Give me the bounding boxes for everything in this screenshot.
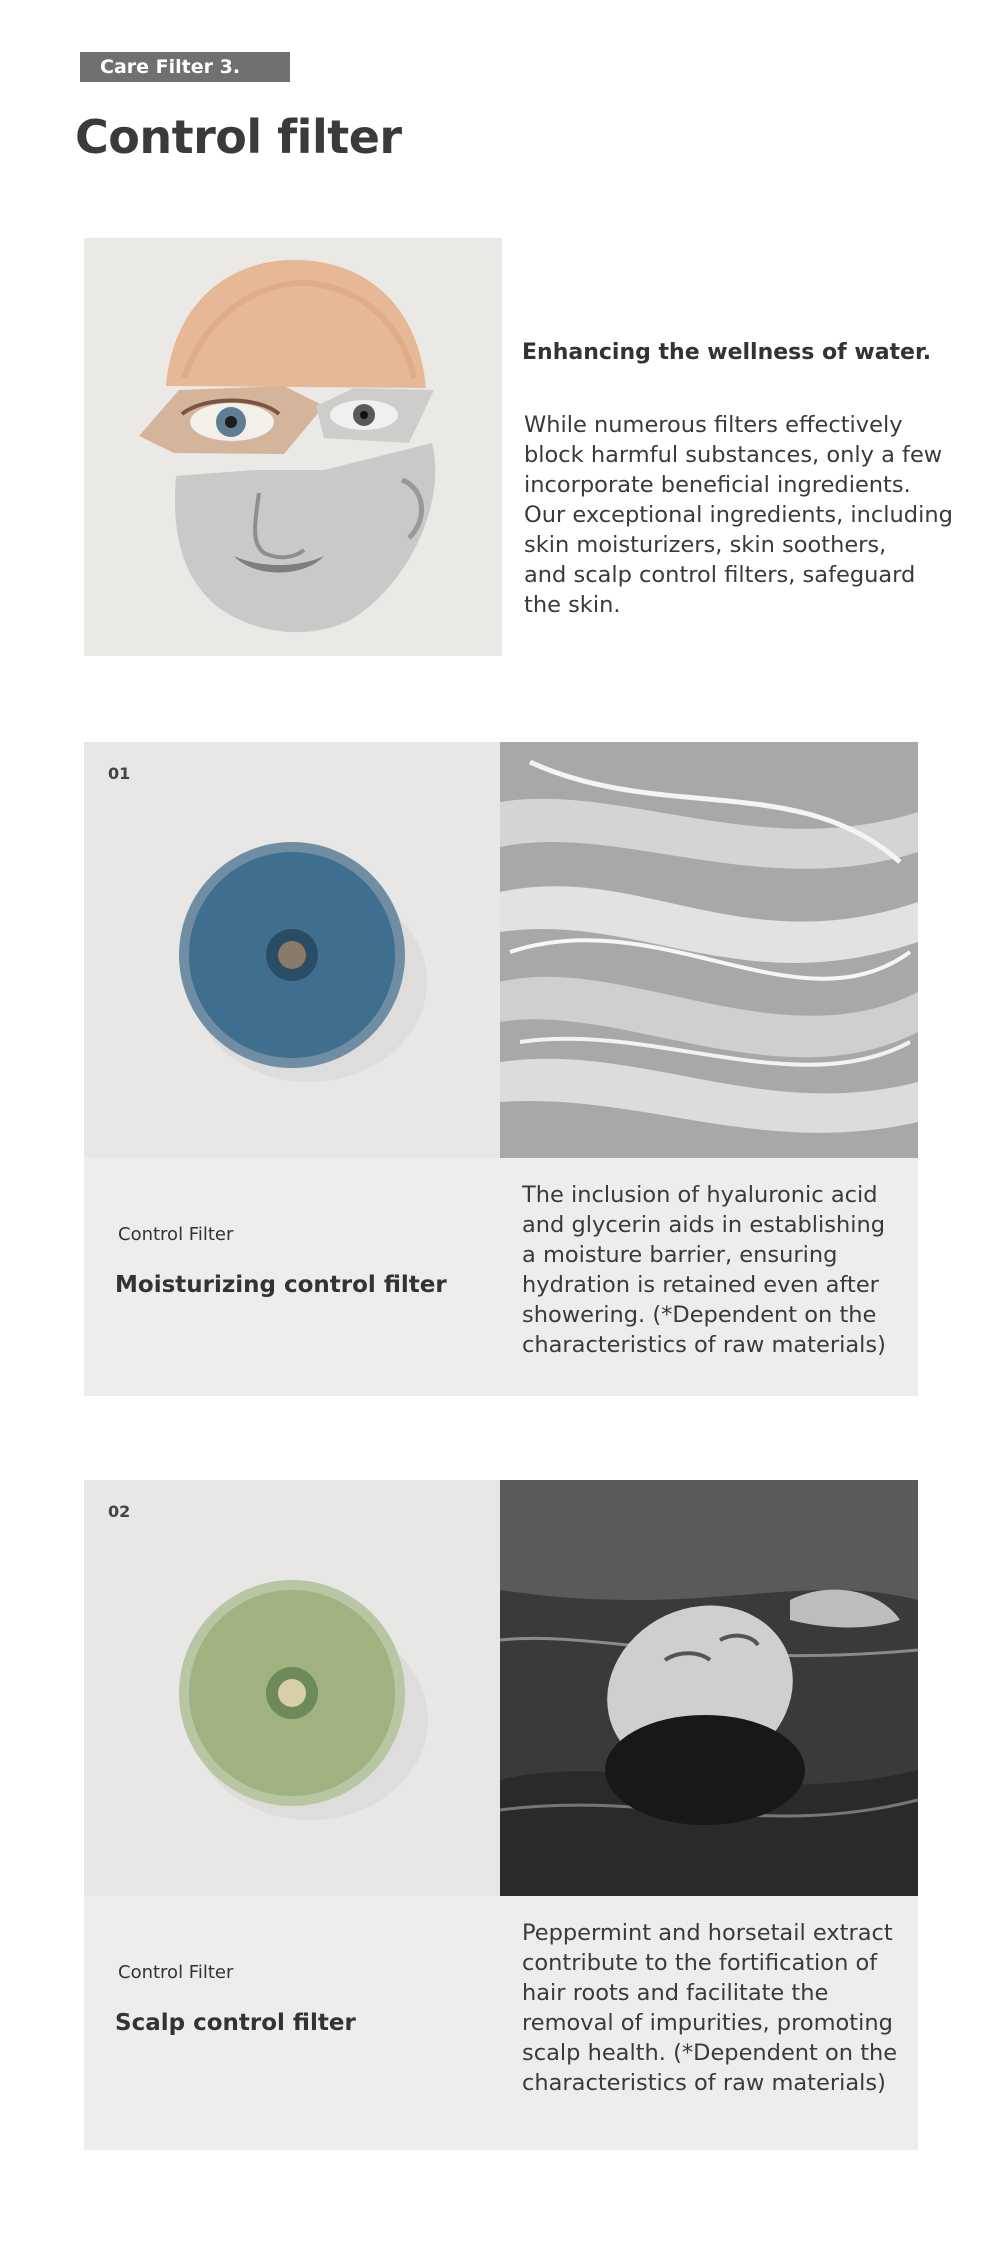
desc-line: removal of impurities, promoting bbox=[522, 2010, 893, 2036]
filter-description bbox=[522, 1180, 912, 1360]
intro-line: While numerous filters effectively bbox=[524, 412, 903, 438]
intro-line: incorporate beneficial ingredients. bbox=[524, 472, 911, 498]
intro-paragraph bbox=[524, 410, 964, 620]
moisturizing-filter-info bbox=[84, 1158, 918, 1396]
moisturizing-filter-card bbox=[84, 742, 918, 1396]
intro-line: block harmful substances, only a few bbox=[524, 442, 943, 468]
gel-texture-photo bbox=[500, 742, 918, 1158]
card-number: 01 bbox=[108, 764, 131, 783]
intro-heading: Enhancing the wellness of water. bbox=[522, 340, 932, 365]
filter-description bbox=[522, 1918, 912, 2098]
intro-line: the skin. bbox=[524, 592, 621, 618]
desc-line: and glycerin aids in establishing bbox=[522, 1212, 886, 1238]
desc-line: Peppermint and horsetail extract bbox=[522, 1920, 893, 1946]
face-collage-image bbox=[84, 238, 502, 656]
desc-line: contribute to the fortification of bbox=[522, 1950, 878, 1976]
scalp-filter-photo bbox=[84, 1480, 500, 1896]
desc-line: a moisture barrier, ensuring bbox=[522, 1242, 838, 1268]
desc-line: hydration is retained even after bbox=[522, 1272, 879, 1298]
desc-line: The inclusion of hyaluronic acid bbox=[522, 1182, 878, 1208]
scalp-filter-card bbox=[84, 1480, 918, 2150]
woman-in-water-photo bbox=[500, 1480, 918, 1896]
filter-name: Scalp control filter bbox=[115, 2010, 356, 2036]
intro-line: Our exceptional ingredients, including bbox=[524, 502, 953, 528]
desc-line: characteristics of raw materials) bbox=[522, 1332, 886, 1358]
filter-category-label: Control Filter bbox=[118, 1962, 234, 1983]
intro-line: skin moisturizers, skin soothers, bbox=[524, 532, 887, 558]
desc-line: showering. (*Dependent on the bbox=[522, 1302, 877, 1328]
care-filter-badge: Care Filter 3. bbox=[80, 52, 290, 82]
desc-line: characteristics of raw materials) bbox=[522, 2070, 886, 2096]
desc-line: scalp health. (*Dependent on the bbox=[522, 2040, 898, 2066]
filter-category-label: Control Filter bbox=[118, 1224, 234, 1245]
scalp-filter-info bbox=[84, 1896, 918, 2150]
card-number: 02 bbox=[108, 1502, 131, 1521]
moisturizing-filter-photo bbox=[84, 742, 500, 1158]
filter-name: Moisturizing control filter bbox=[115, 1272, 447, 1298]
intro-line: and scalp control filters, safeguard bbox=[524, 562, 916, 588]
page-title: Control filter bbox=[75, 110, 402, 164]
desc-line: hair roots and facilitate the bbox=[522, 1980, 829, 2006]
